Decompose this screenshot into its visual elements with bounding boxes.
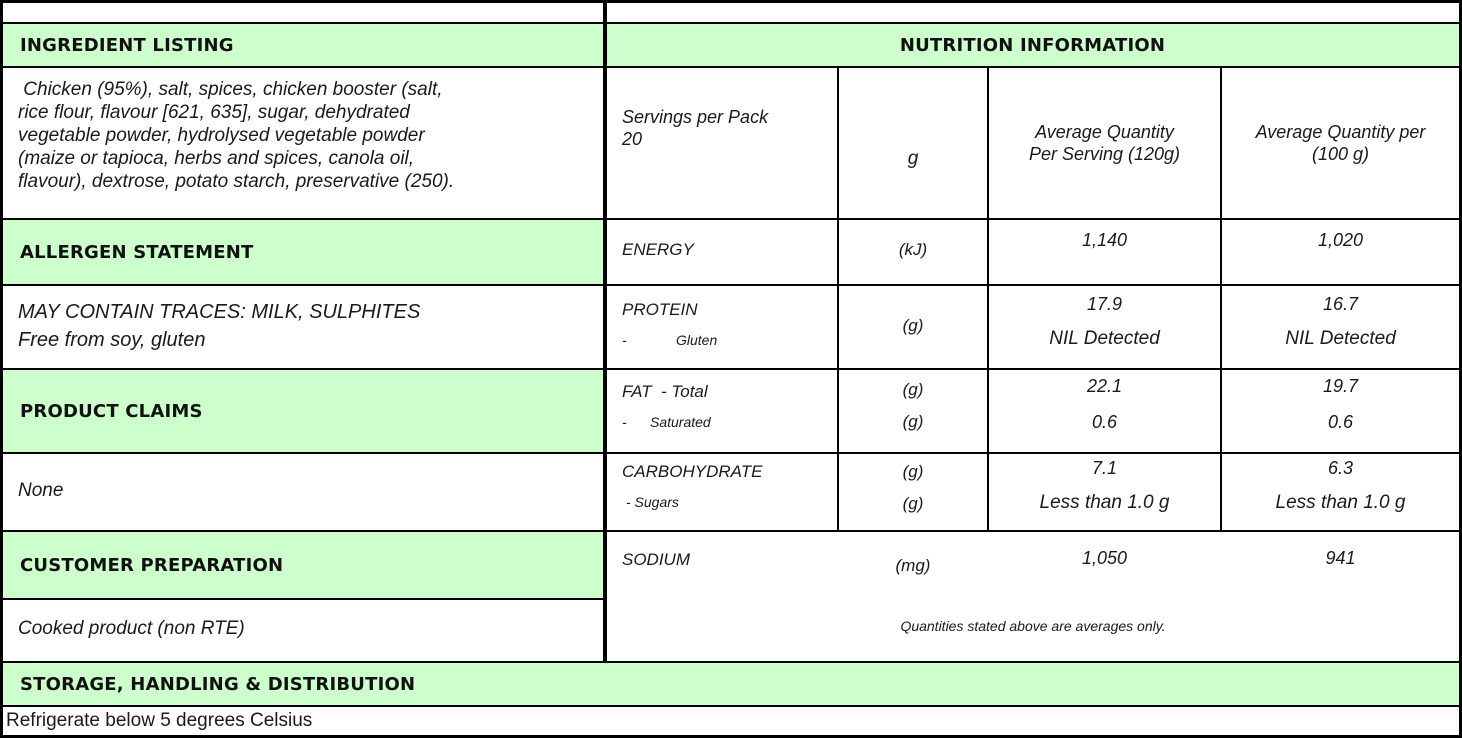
servings-per-pack (622, 106, 768, 150)
sugars-unit: (g) (902, 494, 924, 513)
per-100g-header (1222, 121, 1459, 165)
protein-label: PROTEIN (622, 300, 698, 319)
grid-line (0, 66, 1462, 68)
grid-line (603, 0, 607, 663)
per-serving-header (989, 121, 1220, 165)
nutrition-information-title: NUTRITION INFORMATION (899, 34, 1166, 56)
energy-per-serving: 1,140 (1081, 230, 1128, 250)
per-100g-line: Average Quantity per (1255, 122, 1426, 142)
fat-total-label: FAT - Total (622, 382, 708, 401)
carbohydrate-per-100g: 6.3 (1327, 458, 1354, 478)
fat-saturated-label: Saturated (650, 414, 711, 430)
nutrition-information-header (606, 24, 1459, 66)
carbohydrate-label: CARBOHYDRATE (622, 462, 763, 481)
ingredients-line: Chicken (95%), salt, spices, chicken booster (salt, (18, 79, 443, 100)
sugars-label: - Sugars (626, 494, 679, 510)
grid-line (0, 0, 3, 738)
unit-column-header: g (907, 148, 919, 169)
grid-line (0, 705, 1462, 707)
protein-per-100g: 16.7 (1322, 294, 1359, 314)
storage-title: STORAGE, HANDLING & DISTRIBUTION (20, 673, 416, 695)
per-serving-line: Average Quantity (1035, 122, 1174, 142)
fat-saturated-dash: - (622, 414, 627, 430)
ingredients-line: vegetable powder, hydrolysed vegetable powder (18, 125, 425, 146)
preparation-value: Cooked product (non RTE) (18, 618, 245, 639)
protein-gluten-dash: - (622, 332, 627, 348)
storage-header (0, 663, 1459, 705)
sugars-per-serving: Less than 1.0 g (1039, 492, 1170, 513)
allergen-statement-header (0, 220, 604, 284)
grid-line (0, 284, 1462, 286)
energy-label: ENERGY (622, 240, 694, 259)
fat-saturated-unit: (g) (902, 412, 924, 431)
storage-value: Refrigerate below 5 degrees Celsius (6, 710, 313, 731)
grid-line (0, 530, 1462, 532)
grid-line (0, 22, 1462, 24)
allergen-free-from: Free from soy, gluten (18, 329, 206, 351)
ingredient-listing-header (0, 24, 604, 66)
grid-line (0, 452, 1462, 454)
ingredients-text (18, 78, 454, 193)
grid-line (0, 598, 604, 600)
grid-line (0, 661, 1462, 663)
energy-per-100g: 1,020 (1317, 230, 1364, 250)
allergen-traces: MAY CONTAIN TRACES: MILK, SULPHITES (18, 301, 421, 323)
customer-preparation-header (0, 532, 604, 598)
servings-label: Servings per Pack (622, 107, 769, 127)
servings-value: 20 (622, 129, 643, 149)
gluten-per-100g: NIL Detected (1285, 328, 1396, 349)
allergen-text (18, 298, 420, 354)
fat-total-per-100g: 19.7 (1322, 376, 1359, 396)
fat-saturated-per-100g: 0.6 (1327, 412, 1354, 432)
sugars-per-100g: Less than 1.0 g (1275, 492, 1406, 513)
ingredients-line: flavour), dextrose, potato starch, preservative (250). (18, 171, 455, 192)
sodium-unit: (mg) (895, 556, 931, 575)
ingredients-line: (maize or tapioca, herbs and spices, canola oil, (18, 148, 415, 169)
protein-per-serving: 17.9 (1086, 294, 1123, 314)
grid-line (0, 368, 1462, 370)
fat-saturated-per-serving: 0.6 (1091, 412, 1118, 432)
protein-gluten-label: Gluten (676, 332, 718, 348)
fat-total-unit: (g) (902, 380, 924, 399)
ingredient-listing-title: INGREDIENT LISTING (20, 34, 234, 56)
allergen-statement-title: ALLERGEN STATEMENT (20, 241, 254, 263)
carbohydrate-per-serving: 7.1 (1091, 458, 1118, 478)
grid-line (0, 0, 1462, 3)
per-100g-line: (100 g) (1311, 144, 1370, 164)
carbohydrate-unit: (g) (902, 462, 924, 481)
ingredients-line: rice flour, flavour [621, 635], sugar, dehydrated (18, 102, 410, 123)
energy-unit: (kJ) (898, 240, 928, 259)
product-claims-title: PRODUCT CLAIMS (20, 400, 203, 422)
per-serving-line: Per Serving (120g) (1028, 144, 1181, 164)
product-claims-header (0, 370, 604, 452)
claims-value: None (18, 480, 64, 501)
nutrition-footnote: Quantities stated above are averages only. (900, 618, 1166, 634)
sodium-label: SODIUM (622, 550, 690, 569)
gluten-per-serving: NIL Detected (1049, 328, 1160, 349)
fat-total-per-serving: 22.1 (1086, 376, 1123, 396)
sodium-per-serving: 1,050 (1081, 548, 1128, 568)
sodium-per-100g: 941 (1325, 548, 1356, 568)
customer-preparation-title: CUSTOMER PREPARATION (20, 554, 284, 576)
grid-line (0, 218, 1462, 220)
protein-unit: (g) (902, 316, 924, 335)
